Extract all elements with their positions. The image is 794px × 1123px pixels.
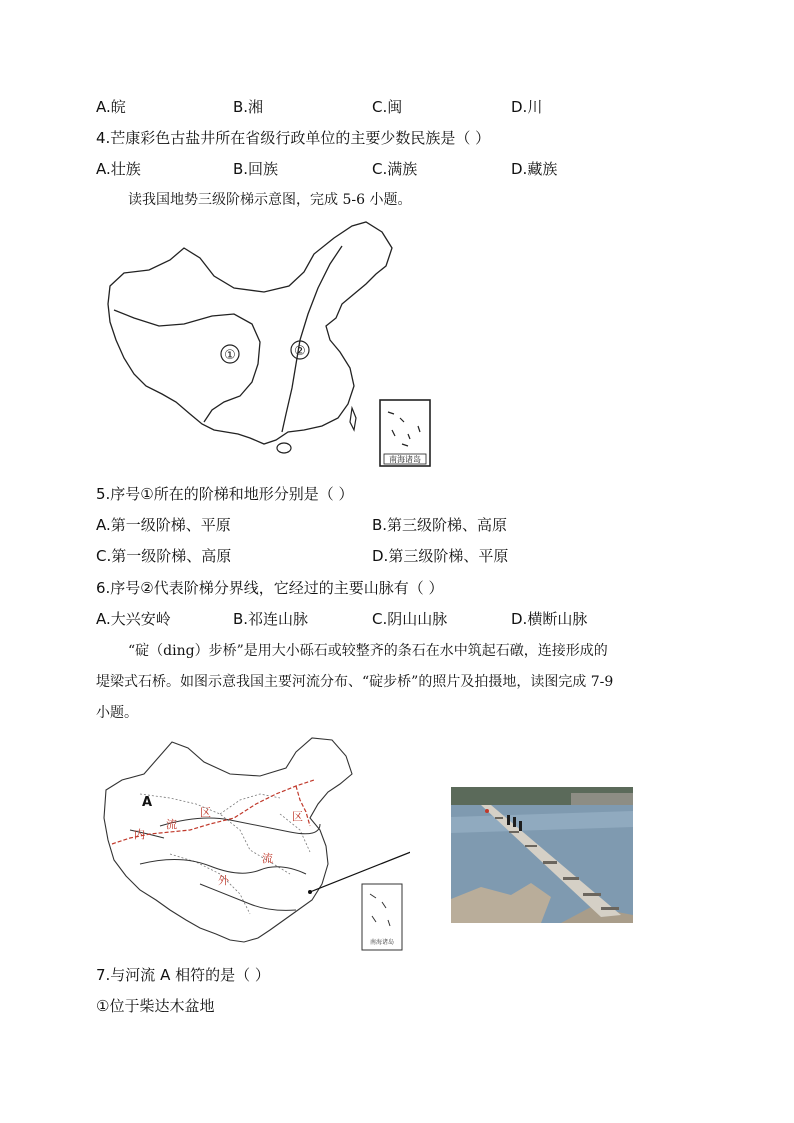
- river-a-label: A: [142, 795, 153, 810]
- intro-5-6: 读我国地势三级阶梯示意图，完成 5-6 小题。: [128, 192, 412, 208]
- q7-item-1: ①位于柴达木盆地: [96, 997, 215, 1015]
- q6-option-b: B.祁连山脉: [233, 610, 309, 628]
- q3-option-c: C.闽: [372, 98, 403, 116]
- intro-7-9-line2: 堤梁式石桥。如图示意我国主要河流分布、“碇步桥”的照片及拍摄地，读图完成 7-9: [96, 674, 614, 690]
- q6-option-d: D.横断山脉: [511, 610, 588, 628]
- map2-char-liu1: 流: [166, 818, 177, 831]
- river-map: [100, 734, 410, 956]
- q6-option-c: C.阴山山脉: [372, 610, 448, 628]
- map2-char-qu2: 区: [292, 810, 303, 823]
- map2-char-nei: 内: [134, 828, 145, 841]
- map2-inset-caption: 南海诸岛: [369, 939, 395, 946]
- intro-7-9-line1: “碇（ding）步桥”是用大小砾石或较整齐的条石在水中筑起石礅，连接形成的: [128, 643, 608, 659]
- terrain-steps-map: [104, 218, 444, 470]
- q5-stem: 5.序号①所在的阶梯和地形分别是（ ）: [96, 485, 354, 503]
- q4-option-b: B.回族: [233, 160, 279, 178]
- q5-option-a: A.第一级阶梯、平原: [96, 516, 231, 534]
- q5-option-b: B.第三级阶梯、高原: [372, 516, 508, 534]
- q3-option-d: D.川: [511, 98, 543, 116]
- stepping-stone-bridge-photo: [451, 787, 633, 923]
- q3-option-b: B.湘: [233, 98, 264, 116]
- q7-stem: 7.与河流 A 相符的是（ ）: [96, 966, 270, 984]
- q4-option-a: A.壮族: [96, 160, 141, 178]
- intro-7-9-line3: 小题。: [96, 705, 138, 721]
- map1-label-2: ②: [294, 344, 306, 359]
- q4-option-d: D.藏族: [511, 160, 558, 178]
- q5-option-d: D.第三级阶梯、平原: [372, 547, 509, 565]
- map1-label-1: ①: [224, 348, 236, 363]
- q6-option-a: A.大兴安岭: [96, 610, 171, 628]
- map2-char-wai: 外: [218, 874, 229, 887]
- q5-option-c: C.第一级阶梯、高原: [96, 547, 232, 565]
- q4-option-c: C.满族: [372, 160, 418, 178]
- map2-char-liu2: 流: [262, 852, 273, 865]
- map1-inset-caption: 南海诸岛: [389, 455, 421, 464]
- q6-stem: 6.序号②代表阶梯分界线，它经过的主要山脉有（ ）: [96, 579, 444, 597]
- map2-char-qu1: 区: [200, 806, 211, 819]
- q3-option-a: A.皖: [96, 98, 126, 116]
- q4-stem: 4.芒康彩色古盐井所在省级行政单位的主要少数民族是（ ）: [96, 129, 491, 147]
